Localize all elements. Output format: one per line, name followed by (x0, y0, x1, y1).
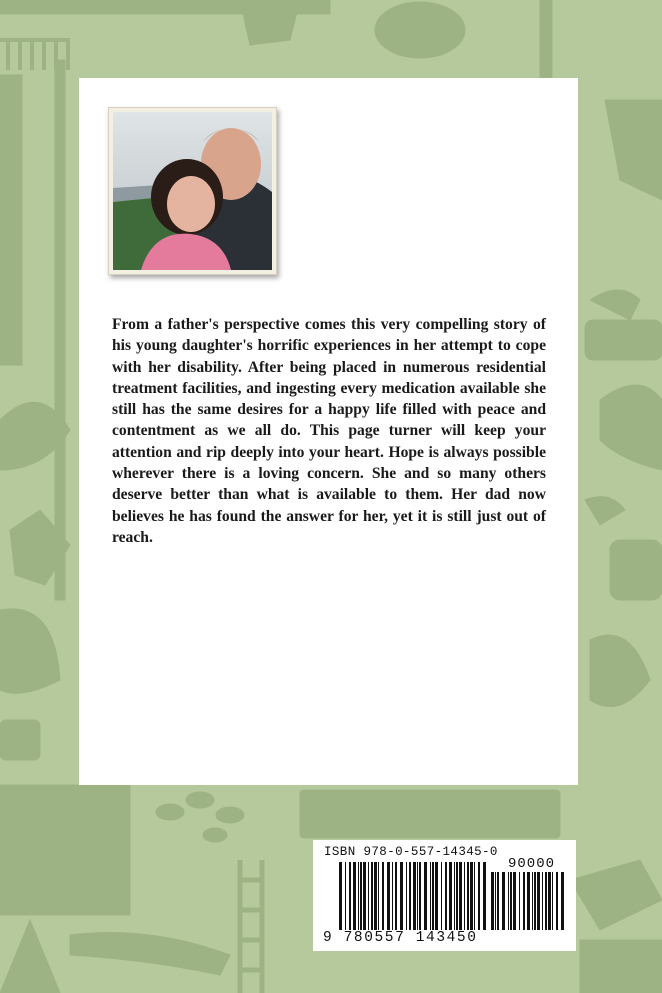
leaf-cluster-silhouette (375, 2, 465, 58)
watering-can-silhouette (610, 540, 662, 600)
daughter-face (167, 176, 215, 232)
squirrel-silhouette (600, 385, 662, 470)
isbn-barcode-box (313, 840, 576, 951)
stake-silhouette (540, 0, 552, 78)
butterfly-silhouette (0, 609, 60, 693)
price-addon-barcode (491, 872, 565, 930)
book-blurb: From a father's perspective comes this very compelling story of his young daughter's horrific experiences in her attempt to cope with her disability. After being placed in numerous residential treatment facilities, and ingesting every medication available she still has the same desires for a happy life filled with peace and contentment as we all do. This page turner will keep your attention and rip deeply into your heart. Hope is always possible wherever there is a loving concern. She and so many others deserve better than what is available to them. Her dad now believes he has found the answer for her, yet it is still just out of reach. (112, 316, 546, 546)
author-photo (113, 112, 272, 270)
barcode-bar (508, 872, 509, 930)
barcode-bar (545, 872, 547, 930)
barcode-bar (497, 872, 499, 930)
barcode-bar (363, 862, 366, 930)
barcode-bar (400, 862, 403, 930)
barcode-bar (510, 872, 512, 930)
roots-silhouette (605, 100, 662, 200)
post-silhouette (0, 75, 22, 365)
isbn-label: ISBN 978-0-557-14345-0 (324, 845, 498, 859)
barcode-bar (534, 872, 536, 930)
hoe-handle-silhouette (55, 60, 65, 600)
barcode-bar (349, 862, 351, 930)
barcode-bar (441, 862, 442, 930)
barcode-bar (409, 862, 411, 930)
barcode-bar (532, 872, 533, 930)
barcode-bar (382, 862, 384, 930)
barcode-bar (392, 862, 393, 930)
barcode-bar (459, 862, 462, 930)
barcode-bar (552, 872, 553, 930)
barcode-bar (432, 862, 434, 930)
barcode-bar (424, 862, 427, 930)
barcode-bar (358, 862, 359, 930)
barcode-bar (360, 862, 362, 930)
barcode-bar (474, 862, 475, 930)
barcode-bar (345, 862, 346, 930)
barcode-bar (419, 862, 421, 930)
barcode-bar (561, 872, 564, 930)
crow-silhouette (590, 290, 640, 320)
barcode-bar (467, 862, 469, 930)
pot-silhouette (0, 720, 40, 760)
barcode-bar (464, 862, 465, 930)
barcode-bar (495, 872, 496, 930)
ean-barcode (339, 862, 489, 930)
hammer-silhouette (570, 860, 662, 930)
bucket-silhouette (580, 940, 662, 993)
barcode-bar (368, 862, 369, 930)
barcode-bar (502, 872, 505, 930)
barcode-bar (435, 862, 438, 930)
barcode-bar (542, 872, 543, 930)
barcode-bar (527, 872, 530, 930)
barcode-bar (378, 862, 379, 930)
barcode-bar (413, 862, 416, 930)
wheelbarrow-silhouette (70, 933, 230, 976)
barcode-bar (483, 862, 486, 930)
barcode-bar (449, 862, 452, 930)
vine-silhouette (156, 792, 244, 842)
barcode-bar (454, 862, 455, 930)
barcode-bar (395, 862, 397, 930)
barcode-bar (406, 862, 407, 930)
barcode-bar (478, 862, 480, 930)
barcode-bar (339, 862, 342, 930)
back-cover-panel (79, 78, 578, 785)
isbn-digits: 9 780557 143450 (323, 930, 478, 946)
barcode-bar (513, 872, 516, 930)
tripod-silhouette (0, 920, 60, 993)
barcode-bar (523, 872, 525, 930)
barcode-bar (374, 862, 377, 930)
barcode-bar (445, 862, 447, 930)
seedling-silhouette (590, 635, 650, 707)
barcode-bar (491, 872, 494, 930)
price-code: 90000 (508, 856, 556, 872)
barcode-bar (430, 862, 431, 930)
trellis-silhouette (240, 860, 262, 993)
small-bird-silhouette (585, 497, 625, 525)
bench-silhouette (300, 790, 560, 838)
barcode-bar (456, 862, 458, 930)
author-photo-frame (108, 107, 277, 275)
trowel-silhouette (240, 0, 300, 45)
barcode-bar (387, 862, 390, 930)
barcode-bar (556, 872, 558, 930)
barcode-bar (353, 862, 356, 930)
barcode-bar (417, 862, 418, 930)
spade-head-silhouette (585, 320, 662, 360)
barcode-bar (519, 872, 520, 930)
barcode-bar (470, 862, 473, 930)
barcode-bar (548, 872, 551, 930)
barcode-bar (371, 862, 373, 930)
barcode-bar (537, 872, 540, 930)
crate-silhouette (0, 785, 130, 915)
